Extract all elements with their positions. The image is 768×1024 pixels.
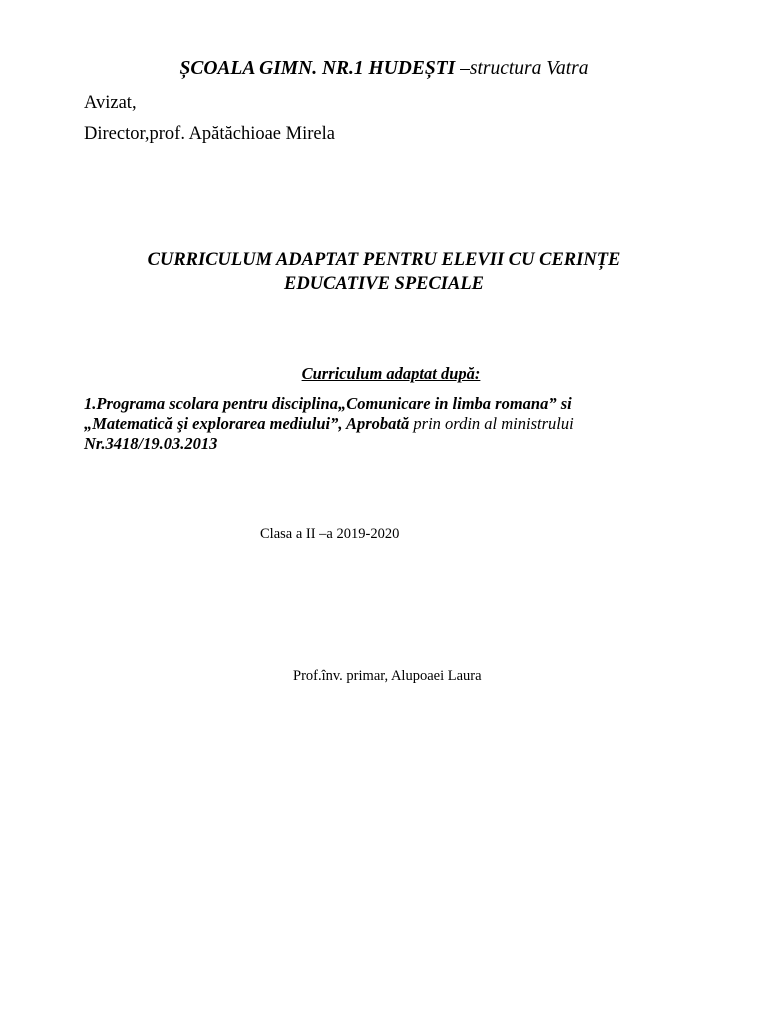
title-line-2: EDUCATIVE SPECIALE [284, 274, 484, 294]
program-reference-number: Nr.3418/19.03.2013 [84, 434, 218, 453]
class-year: Clasa a II –a 2019-2020 [260, 526, 400, 542]
program-reference [84, 394, 644, 454]
school-name: ȘCOALA GIMN. NR.1 HUDEȘTI [179, 58, 456, 79]
title-line-1: CURRICULUM ADAPTAT PENTRU ELEVII CU CERINȚE [147, 250, 621, 270]
document-title [0, 248, 768, 296]
school-header [0, 58, 768, 80]
program-reference-line-2: „Matematică şi explorarea mediului”, Aprobată [84, 414, 410, 433]
curriculum-subtitle: Curriculum adaptat după: [301, 364, 481, 383]
approval-label: Avizat, [84, 93, 137, 113]
program-reference-normal: prin ordin al ministrului [409, 414, 574, 433]
teacher-name: Prof.înv. primar, Alupoaei Laura [293, 668, 482, 684]
director-line: Director,prof. Apătăchioae Mirela [84, 124, 335, 144]
program-reference-line-1: 1.Programa scolara pentru disciplina„Comunicare in limba romana” si [84, 394, 572, 413]
school-structure: –structura Vatra [455, 58, 589, 79]
